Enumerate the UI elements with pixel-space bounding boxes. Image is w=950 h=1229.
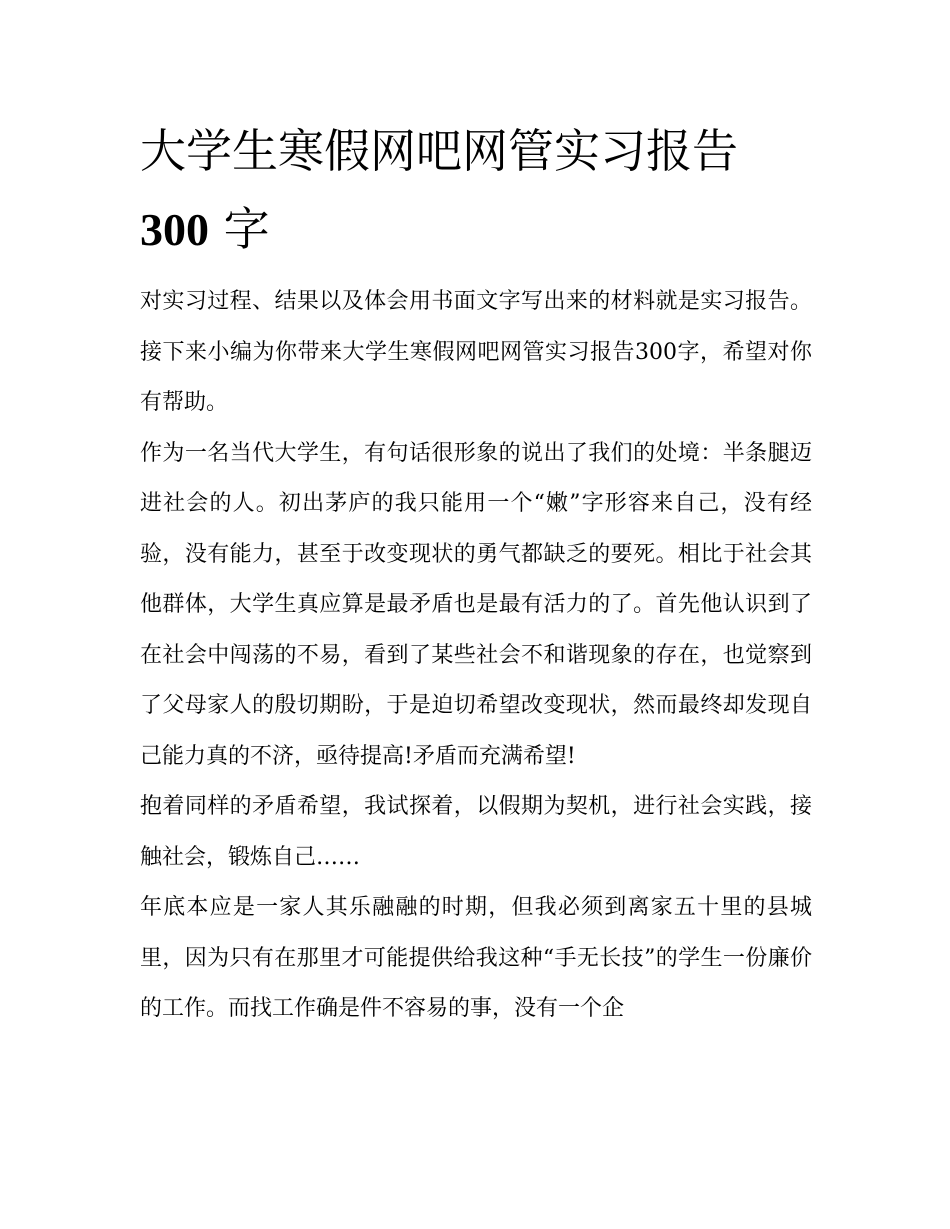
paragraph-intro: 对实习过程、结果以及体会用书面文字写出来的材料就是实习报告。接下来小编为你带来大学生寒假网吧网管实习报告300字，希望对你有帮助。	[140, 289, 812, 415]
title-suffix: 字	[209, 202, 270, 256]
paragraph-job-search: 年底本应是一家人其乐融融的时期，但我必须到离家五十里的县城里，因为只有在那里才可能提供给我这种“手无长技”的学生一份廉价的工作。而找工作确是件不容易的事，没有一个企	[140, 895, 812, 1021]
title-text: 大学生寒假网吧网管实习报告	[140, 124, 738, 178]
title-number: 300	[140, 204, 209, 255]
document-body	[140, 112, 812, 1035]
paragraph-background: 作为一名当代大学生，有句话很形象的说出了我们的处境：半条腿迈进社会的人。初出茅庐的我只能用一个“嫩”字形容来自己，没有经验，没有能力，甚至于改变现状的勇气都缺乏的要死。相比于社会其他群体，大学生真应算是最矛盾也是最有活力的了。首先他认识到了在社会中闯荡的不易，看到了某些社会不和谐现象的存在，也觉察到了父母家人的殷切期盼，于是迫切希望改变现状，然而最终却发现自己能力真的不济，亟待提高!矛盾而充满希望!	[140, 440, 812, 769]
paragraph-motivation: 抱着同样的矛盾希望，我试探着，以假期为契机，进行社会实践，接触社会，锻炼自己……	[140, 794, 812, 870]
document-title	[140, 112, 812, 269]
